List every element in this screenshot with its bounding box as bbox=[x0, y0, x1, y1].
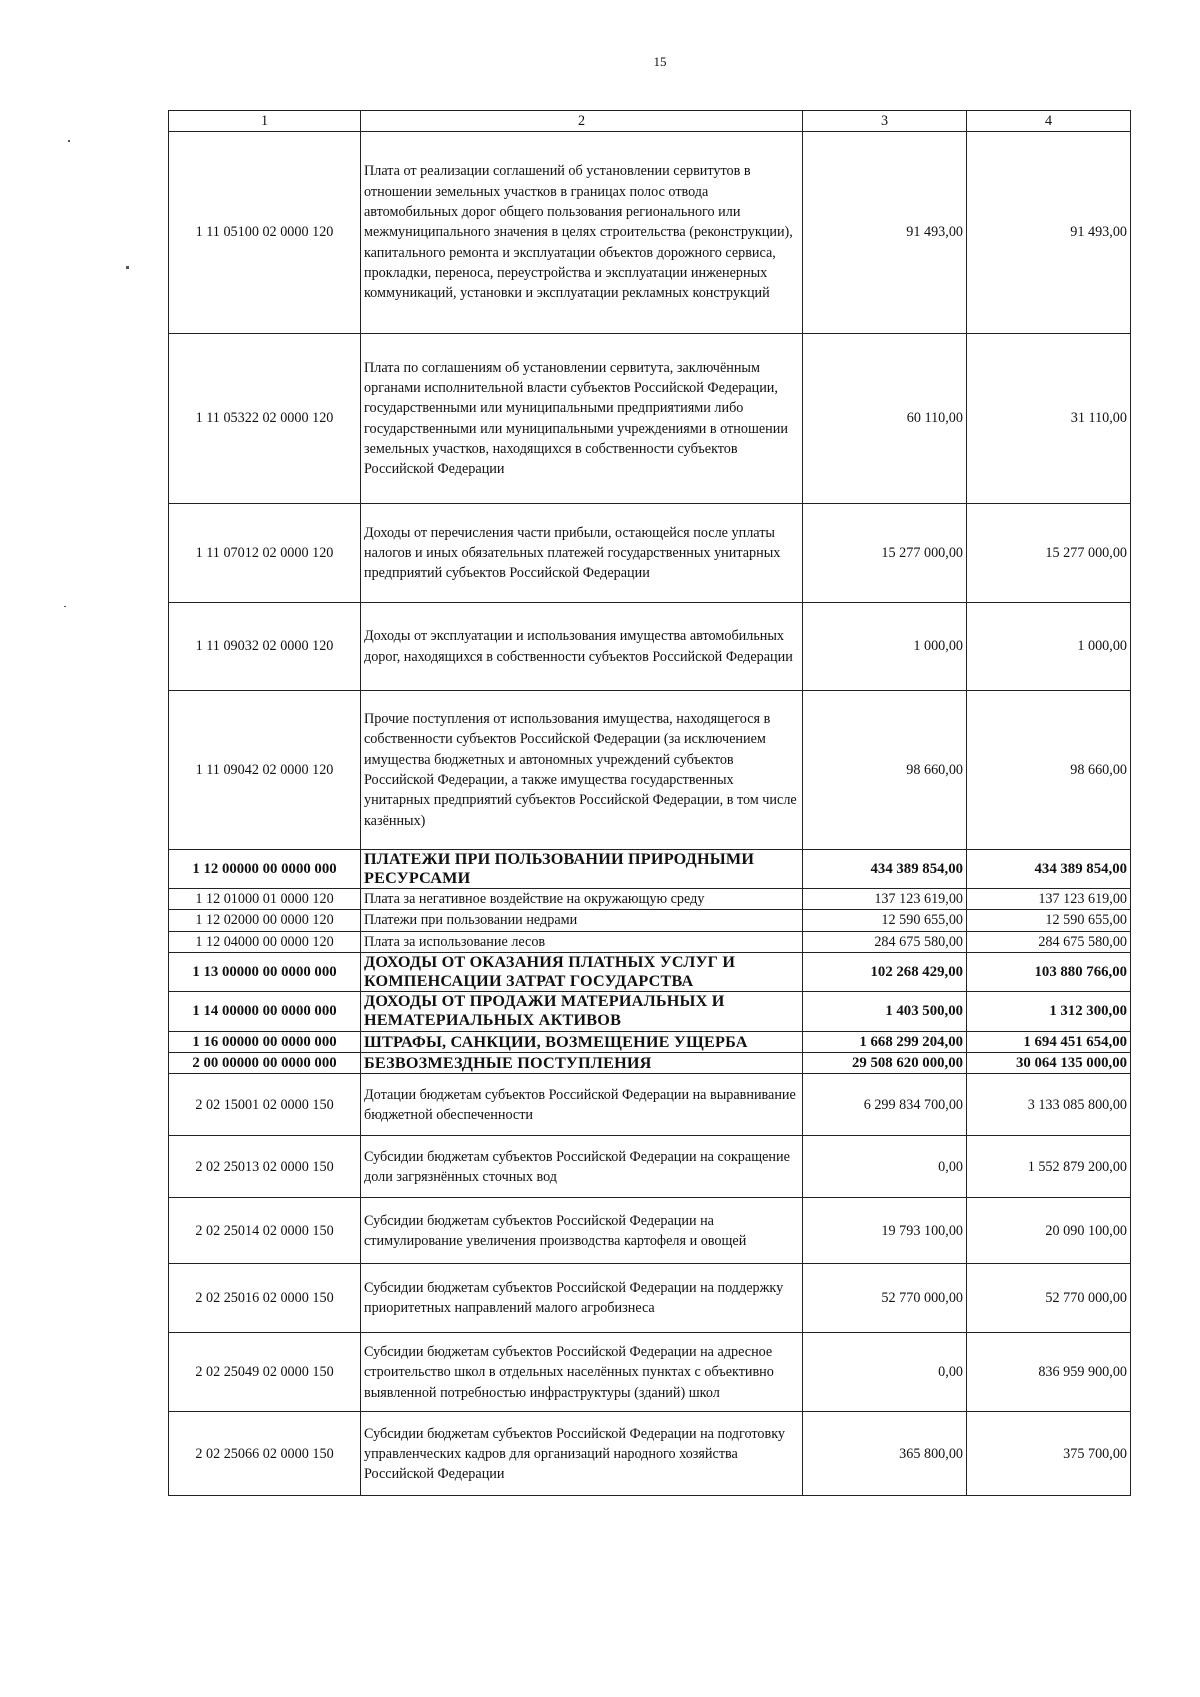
row-code: 2 02 25014 02 0000 150 bbox=[169, 1198, 361, 1264]
table-row bbox=[169, 910, 1131, 931]
row-description: Плата за негативное воздействие на окружающую среду bbox=[361, 889, 803, 910]
row-value-col3: 1 403 500,00 bbox=[803, 991, 967, 1031]
row-description: Плата за использование лесов bbox=[361, 931, 803, 952]
row-description: Доходы от эксплуатации и использования имущества автомобильных дорог, находящихся в собственности субъектов Российской Федерации bbox=[361, 603, 803, 691]
row-value-col3: 0,00 bbox=[803, 1333, 967, 1412]
row-code: 2 02 15001 02 0000 150 bbox=[169, 1074, 361, 1136]
table-row bbox=[169, 850, 1131, 889]
row-description: Плата по соглашениям об установлении сервитута, заключённым органами исполнительной власти субъектов Российской Федерации, государственными или муниципальными предприятиями либо государственными или муниципальными учреждениями в отношении земельных участков, находящихся в собственности субъектов Российской Федерации bbox=[361, 334, 803, 504]
row-value-col4: 3 133 085 800,00 bbox=[967, 1074, 1131, 1136]
row-description: Доходы от перечисления части прибыли, остающейся после уплаты налогов и иных обязательных платежей государственных унитарных предприятий субъектов Российской Федерации bbox=[361, 504, 803, 603]
row-value-col4: 20 090 100,00 bbox=[967, 1198, 1131, 1264]
row-code: 2 02 25066 02 0000 150 bbox=[169, 1412, 361, 1496]
table-row bbox=[169, 132, 1131, 334]
row-value-col3: 6 299 834 700,00 bbox=[803, 1074, 967, 1136]
row-description: Плата от реализации соглашений об установлении сервитутов в отношении земельных участков в границах полос отвода автомобильных дорог общего пользования регионального или межмуниципального значения в целях строительства (реконструкции), капитального ремонта и эксплуатации объектов дорожного сервиса, прокладки, переноса, переустройства и эксплуатации инженерных коммуникаций, установки и эксплуатации рекламных конструкций bbox=[361, 132, 803, 334]
page-number: 15 bbox=[653, 54, 667, 69]
revenue-table bbox=[168, 110, 1131, 1496]
row-description: Субсидии бюджетам субъектов Российской Федерации на подготовку управленческих кадров для организаций народного хозяйства Российской Федерации bbox=[361, 1412, 803, 1496]
row-value-col3: 15 277 000,00 bbox=[803, 504, 967, 603]
row-value-col3: 1 000,00 bbox=[803, 603, 967, 691]
row-code: 1 12 04000 00 0000 120 bbox=[169, 931, 361, 952]
table-row bbox=[169, 1053, 1131, 1074]
row-description: БЕЗВОЗМЕЗДНЫЕ ПОСТУПЛЕНИЯ bbox=[361, 1053, 803, 1074]
row-code: 1 13 00000 00 0000 000 bbox=[169, 952, 361, 991]
row-value-col3: 137 123 619,00 bbox=[803, 889, 967, 910]
row-description: Субсидии бюджетам субъектов Российской Федерации на поддержку приоритетных направлений малого агробизнеса bbox=[361, 1264, 803, 1333]
row-value-col4: 1 694 451 654,00 bbox=[967, 1031, 1131, 1052]
row-code: 1 12 00000 00 0000 000 bbox=[169, 850, 361, 889]
table-row bbox=[169, 1412, 1131, 1496]
table-body bbox=[169, 111, 1131, 1496]
table-header-row bbox=[169, 111, 1131, 132]
row-code: 2 00 00000 00 0000 000 bbox=[169, 1053, 361, 1074]
table-row bbox=[169, 1031, 1131, 1052]
table-row bbox=[169, 1136, 1131, 1198]
table-row bbox=[169, 991, 1131, 1031]
row-value-col4: 375 700,00 bbox=[967, 1412, 1131, 1496]
table-row bbox=[169, 691, 1131, 850]
row-value-col4: 103 880 766,00 bbox=[967, 952, 1131, 991]
row-description: ДОХОДЫ ОТ ОКАЗАНИЯ ПЛАТНЫХ УСЛУГ И КОМПЕНСАЦИИ ЗАТРАТ ГОСУДАРСТВА bbox=[361, 952, 803, 991]
table-row bbox=[169, 931, 1131, 952]
row-value-col4: 91 493,00 bbox=[967, 132, 1131, 334]
row-value-col3: 91 493,00 bbox=[803, 132, 967, 334]
row-value-col3: 1 668 299 204,00 bbox=[803, 1031, 967, 1052]
row-value-col4: 1 312 300,00 bbox=[967, 991, 1131, 1031]
row-code: 2 02 25013 02 0000 150 bbox=[169, 1136, 361, 1198]
row-value-col4: 137 123 619,00 bbox=[967, 889, 1131, 910]
table-row bbox=[169, 1333, 1131, 1412]
table-row bbox=[169, 1198, 1131, 1264]
row-description: Субсидии бюджетам субъектов Российской Федерации на стимулирование увеличения производства картофеля и овощей bbox=[361, 1198, 803, 1264]
row-code: 2 02 25049 02 0000 150 bbox=[169, 1333, 361, 1412]
row-description: ДОХОДЫ ОТ ПРОДАЖИ МАТЕРИАЛЬНЫХ И НЕМАТЕРИАЛЬНЫХ АКТИВОВ bbox=[361, 991, 803, 1031]
table-row bbox=[169, 1264, 1131, 1333]
row-description: ШТРАФЫ, САНКЦИИ, ВОЗМЕЩЕНИЕ УЩЕРБА bbox=[361, 1031, 803, 1052]
row-value-col3: 284 675 580,00 bbox=[803, 931, 967, 952]
row-description: ПЛАТЕЖИ ПРИ ПОЛЬЗОВАНИИ ПРИРОДНЫМИ РЕСУРСАМИ bbox=[361, 850, 803, 889]
row-value-col4: 836 959 900,00 bbox=[967, 1333, 1131, 1412]
row-code: 1 11 09042 02 0000 120 bbox=[169, 691, 361, 850]
row-code: 1 11 05322 02 0000 120 bbox=[169, 334, 361, 504]
row-value-col3: 434 389 854,00 bbox=[803, 850, 967, 889]
row-value-col3: 102 268 429,00 bbox=[803, 952, 967, 991]
row-value-col4: 31 110,00 bbox=[967, 334, 1131, 504]
row-value-col4: 12 590 655,00 bbox=[967, 910, 1131, 931]
scan-mark bbox=[64, 606, 66, 607]
row-value-col4: 52 770 000,00 bbox=[967, 1264, 1131, 1333]
row-code: 1 14 00000 00 0000 000 bbox=[169, 991, 361, 1031]
column-header: 2 bbox=[361, 111, 803, 132]
table-row bbox=[169, 603, 1131, 691]
table-row bbox=[169, 889, 1131, 910]
table-row bbox=[169, 952, 1131, 991]
row-value-col3: 0,00 bbox=[803, 1136, 967, 1198]
table-row bbox=[169, 504, 1131, 603]
row-code: 1 11 05100 02 0000 120 bbox=[169, 132, 361, 334]
row-description: Прочие поступления от использования имущества, находящегося в собственности субъектов Российской Федерации (за исключением имущества бюджетных и автономных учреждений субъектов Российской Федерации, а также имущества государственных унитарных предприятий субъектов Российской Федерации, в том числе казённых) bbox=[361, 691, 803, 850]
row-code: 2 02 25016 02 0000 150 bbox=[169, 1264, 361, 1333]
row-value-col4: 284 675 580,00 bbox=[967, 931, 1131, 952]
row-code: 1 12 02000 00 0000 120 bbox=[169, 910, 361, 931]
row-value-col4: 30 064 135 000,00 bbox=[967, 1053, 1131, 1074]
row-description: Дотации бюджетам субъектов Российской Федерации на выравнивание бюджетной обеспеченности bbox=[361, 1074, 803, 1136]
row-code: 1 11 07012 02 0000 120 bbox=[169, 504, 361, 603]
revenue-table-container bbox=[168, 110, 1130, 1496]
row-value-col3: 98 660,00 bbox=[803, 691, 967, 850]
row-code: 1 12 01000 01 0000 120 bbox=[169, 889, 361, 910]
row-value-col3: 60 110,00 bbox=[803, 334, 967, 504]
row-code: 1 16 00000 00 0000 000 bbox=[169, 1031, 361, 1052]
table-row bbox=[169, 1074, 1131, 1136]
row-description: Субсидии бюджетам субъектов Российской Федерации на адресное строительство школ в отдельных населённых пунктах с объективно выявленной потребностью инфраструктуры (зданий) школ bbox=[361, 1333, 803, 1412]
row-value-col4: 1 552 879 200,00 bbox=[967, 1136, 1131, 1198]
column-header: 4 bbox=[967, 111, 1131, 132]
column-header: 3 bbox=[803, 111, 967, 132]
row-value-col4: 15 277 000,00 bbox=[967, 504, 1131, 603]
row-value-col3: 52 770 000,00 bbox=[803, 1264, 967, 1333]
row-value-col4: 98 660,00 bbox=[967, 691, 1131, 850]
scan-mark bbox=[126, 266, 129, 269]
row-value-col3: 12 590 655,00 bbox=[803, 910, 967, 931]
scan-mark bbox=[68, 140, 70, 142]
row-value-col3: 19 793 100,00 bbox=[803, 1198, 967, 1264]
row-value-col4: 434 389 854,00 bbox=[967, 850, 1131, 889]
table-row bbox=[169, 334, 1131, 504]
column-header: 1 bbox=[169, 111, 361, 132]
row-code: 1 11 09032 02 0000 120 bbox=[169, 603, 361, 691]
row-value-col3: 365 800,00 bbox=[803, 1412, 967, 1496]
row-value-col4: 1 000,00 bbox=[967, 603, 1131, 691]
row-value-col3: 29 508 620 000,00 bbox=[803, 1053, 967, 1074]
row-description: Платежи при пользовании недрами bbox=[361, 910, 803, 931]
row-description: Субсидии бюджетам субъектов Российской Федерации на сокращение доли загрязнённых сточных вод bbox=[361, 1136, 803, 1198]
